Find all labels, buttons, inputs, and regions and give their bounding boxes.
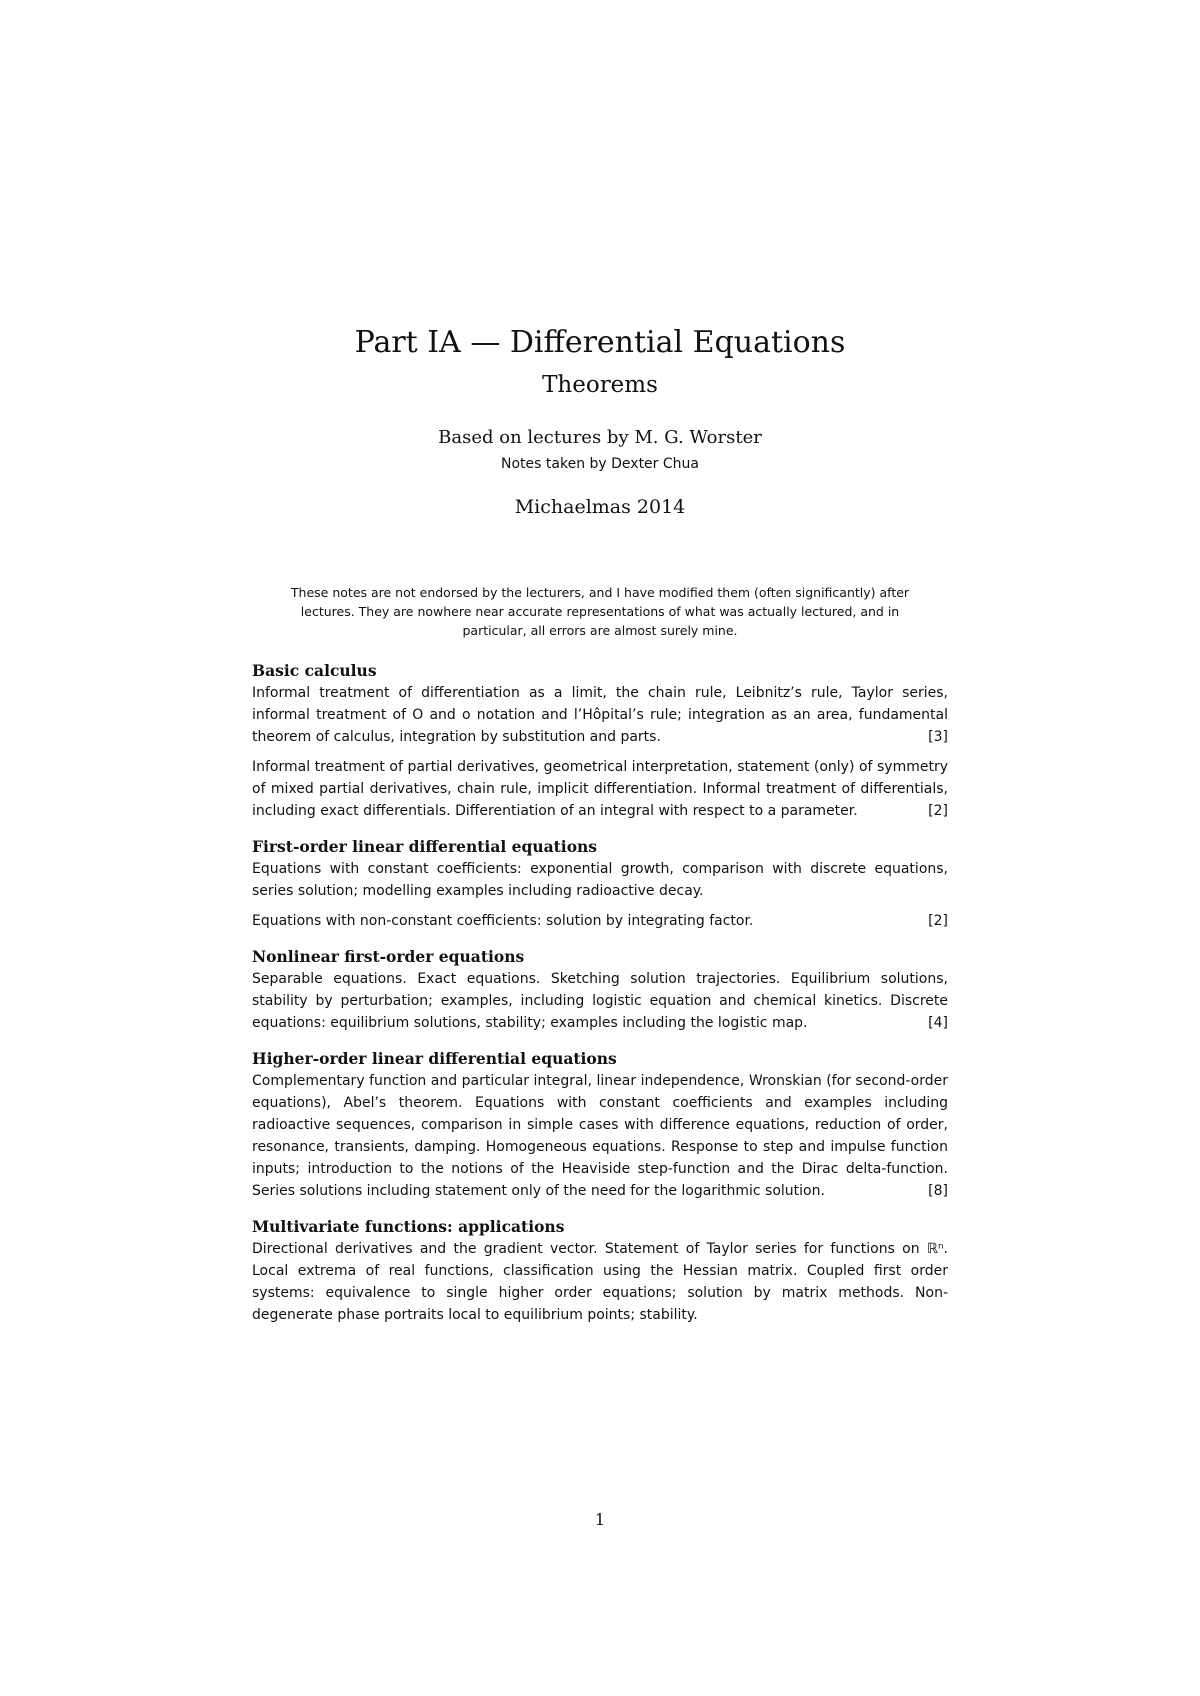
syllabus-paragraph	[252, 756, 948, 822]
term-line: Michaelmas 2014	[514, 496, 686, 518]
lecture-count: [2]	[928, 913, 948, 929]
section-heading: Multivariate functions: applications	[252, 1217, 565, 1236]
section-multivariate-functions	[252, 1216, 948, 1326]
paragraph-text: Separable equations. Exact equations. Sketching solution trajectories. Equilibrium solutions, stability by perturbation; examples, including logistic equation and chemical kinetics. Discrete equations: equilibrium solutions, stability; examples including the logistic map.	[252, 971, 948, 1031]
section-heading: Higher-order linear differential equations	[252, 1049, 617, 1068]
syllabus-paragraph	[252, 682, 948, 748]
paragraph-text: Informal treatment of differentiation as a limit, the chain rule, Leibnitz’s rule, Taylor series, informal treatment of O and o notation and l’Hôpital’s rule; integration as an area, fundamental theorem of calculus, integration by substitution and parts.	[252, 685, 948, 745]
lecture-count: [4]	[928, 1015, 948, 1031]
paragraph-text: Informal treatment of partial derivatives, geometrical interpretation, statement (only) of symmetry of mixed partial derivatives, chain rule, implicit differentiation. Informal treatment of differentials, including exact differentials. Differentiation of an integral with respect to a parameter.	[252, 759, 948, 819]
section-nonlinear-first-order	[252, 946, 948, 1034]
title-block	[0, 322, 1200, 520]
section-heading: First-order linear differential equations	[252, 837, 598, 856]
notetaker-line: Notes taken by Dexter Chua	[501, 456, 699, 472]
lecturer-line: Based on lectures by M. G. Worster	[438, 427, 762, 448]
syllabus-paragraph	[252, 910, 948, 932]
lecture-count: [3]	[928, 729, 948, 745]
section-heading: Basic calculus	[252, 661, 377, 680]
document-title: Part IA — Differential Equations	[354, 325, 846, 360]
section-first-order-linear	[252, 836, 948, 932]
syllabus-paragraph	[252, 858, 948, 902]
lecture-count: [8]	[928, 1183, 948, 1199]
lecture-count: [2]	[928, 803, 948, 819]
paragraph-text: Directional derivatives and the gradient vector. Statement of Taylor series for functions on ℝⁿ. Local extrema of real functions, classification using the Hessian matrix. Coupled first order systems: equivalence to single higher order equations; solution by matrix methods. Non-degenerate phase portraits local to equilibrium points; stability.	[252, 1241, 948, 1323]
syllabus-content	[252, 660, 948, 1340]
syllabus-paragraph	[252, 968, 948, 1034]
paragraph-text: Equations with non-constant coefficients: solution by integrating factor.	[252, 913, 754, 929]
syllabus-paragraph	[252, 1070, 948, 1202]
paragraph-text: Equations with constant coefficients: exponential growth, comparison with discrete equations, series solution; modelling examples including radioactive decay.	[252, 861, 948, 899]
page-number: 1	[594, 1510, 606, 1529]
section-basic-calculus	[252, 660, 948, 822]
section-heading: Nonlinear first-order equations	[252, 947, 525, 966]
section-higher-order-linear	[252, 1048, 948, 1202]
paragraph-text: Complementary function and particular integral, linear independence, Wronskian (for second-order equations), Abel’s theorem. Equations with constant coefficients and examples including radioactive sequences, comparison in simple cases with difference equations, reduction of order, resonance, transients, damping. Homogeneous equations. Response to step and impulse function inputs; introduction to the notions of the Heaviside step-function and the Dirac delta-function. Series solutions including statement only of the need for the logarithmic solution.	[252, 1073, 948, 1199]
disclaimer: These notes are not endorsed by the lecturers, and I have modified them (often significantly) after lectures. They are nowhere near accurate representations of what was actually lectured, and in particular, all errors are almost surely mine.	[290, 585, 910, 638]
syllabus-paragraph	[252, 1238, 948, 1326]
document-subtitle: Theorems	[542, 372, 658, 398]
